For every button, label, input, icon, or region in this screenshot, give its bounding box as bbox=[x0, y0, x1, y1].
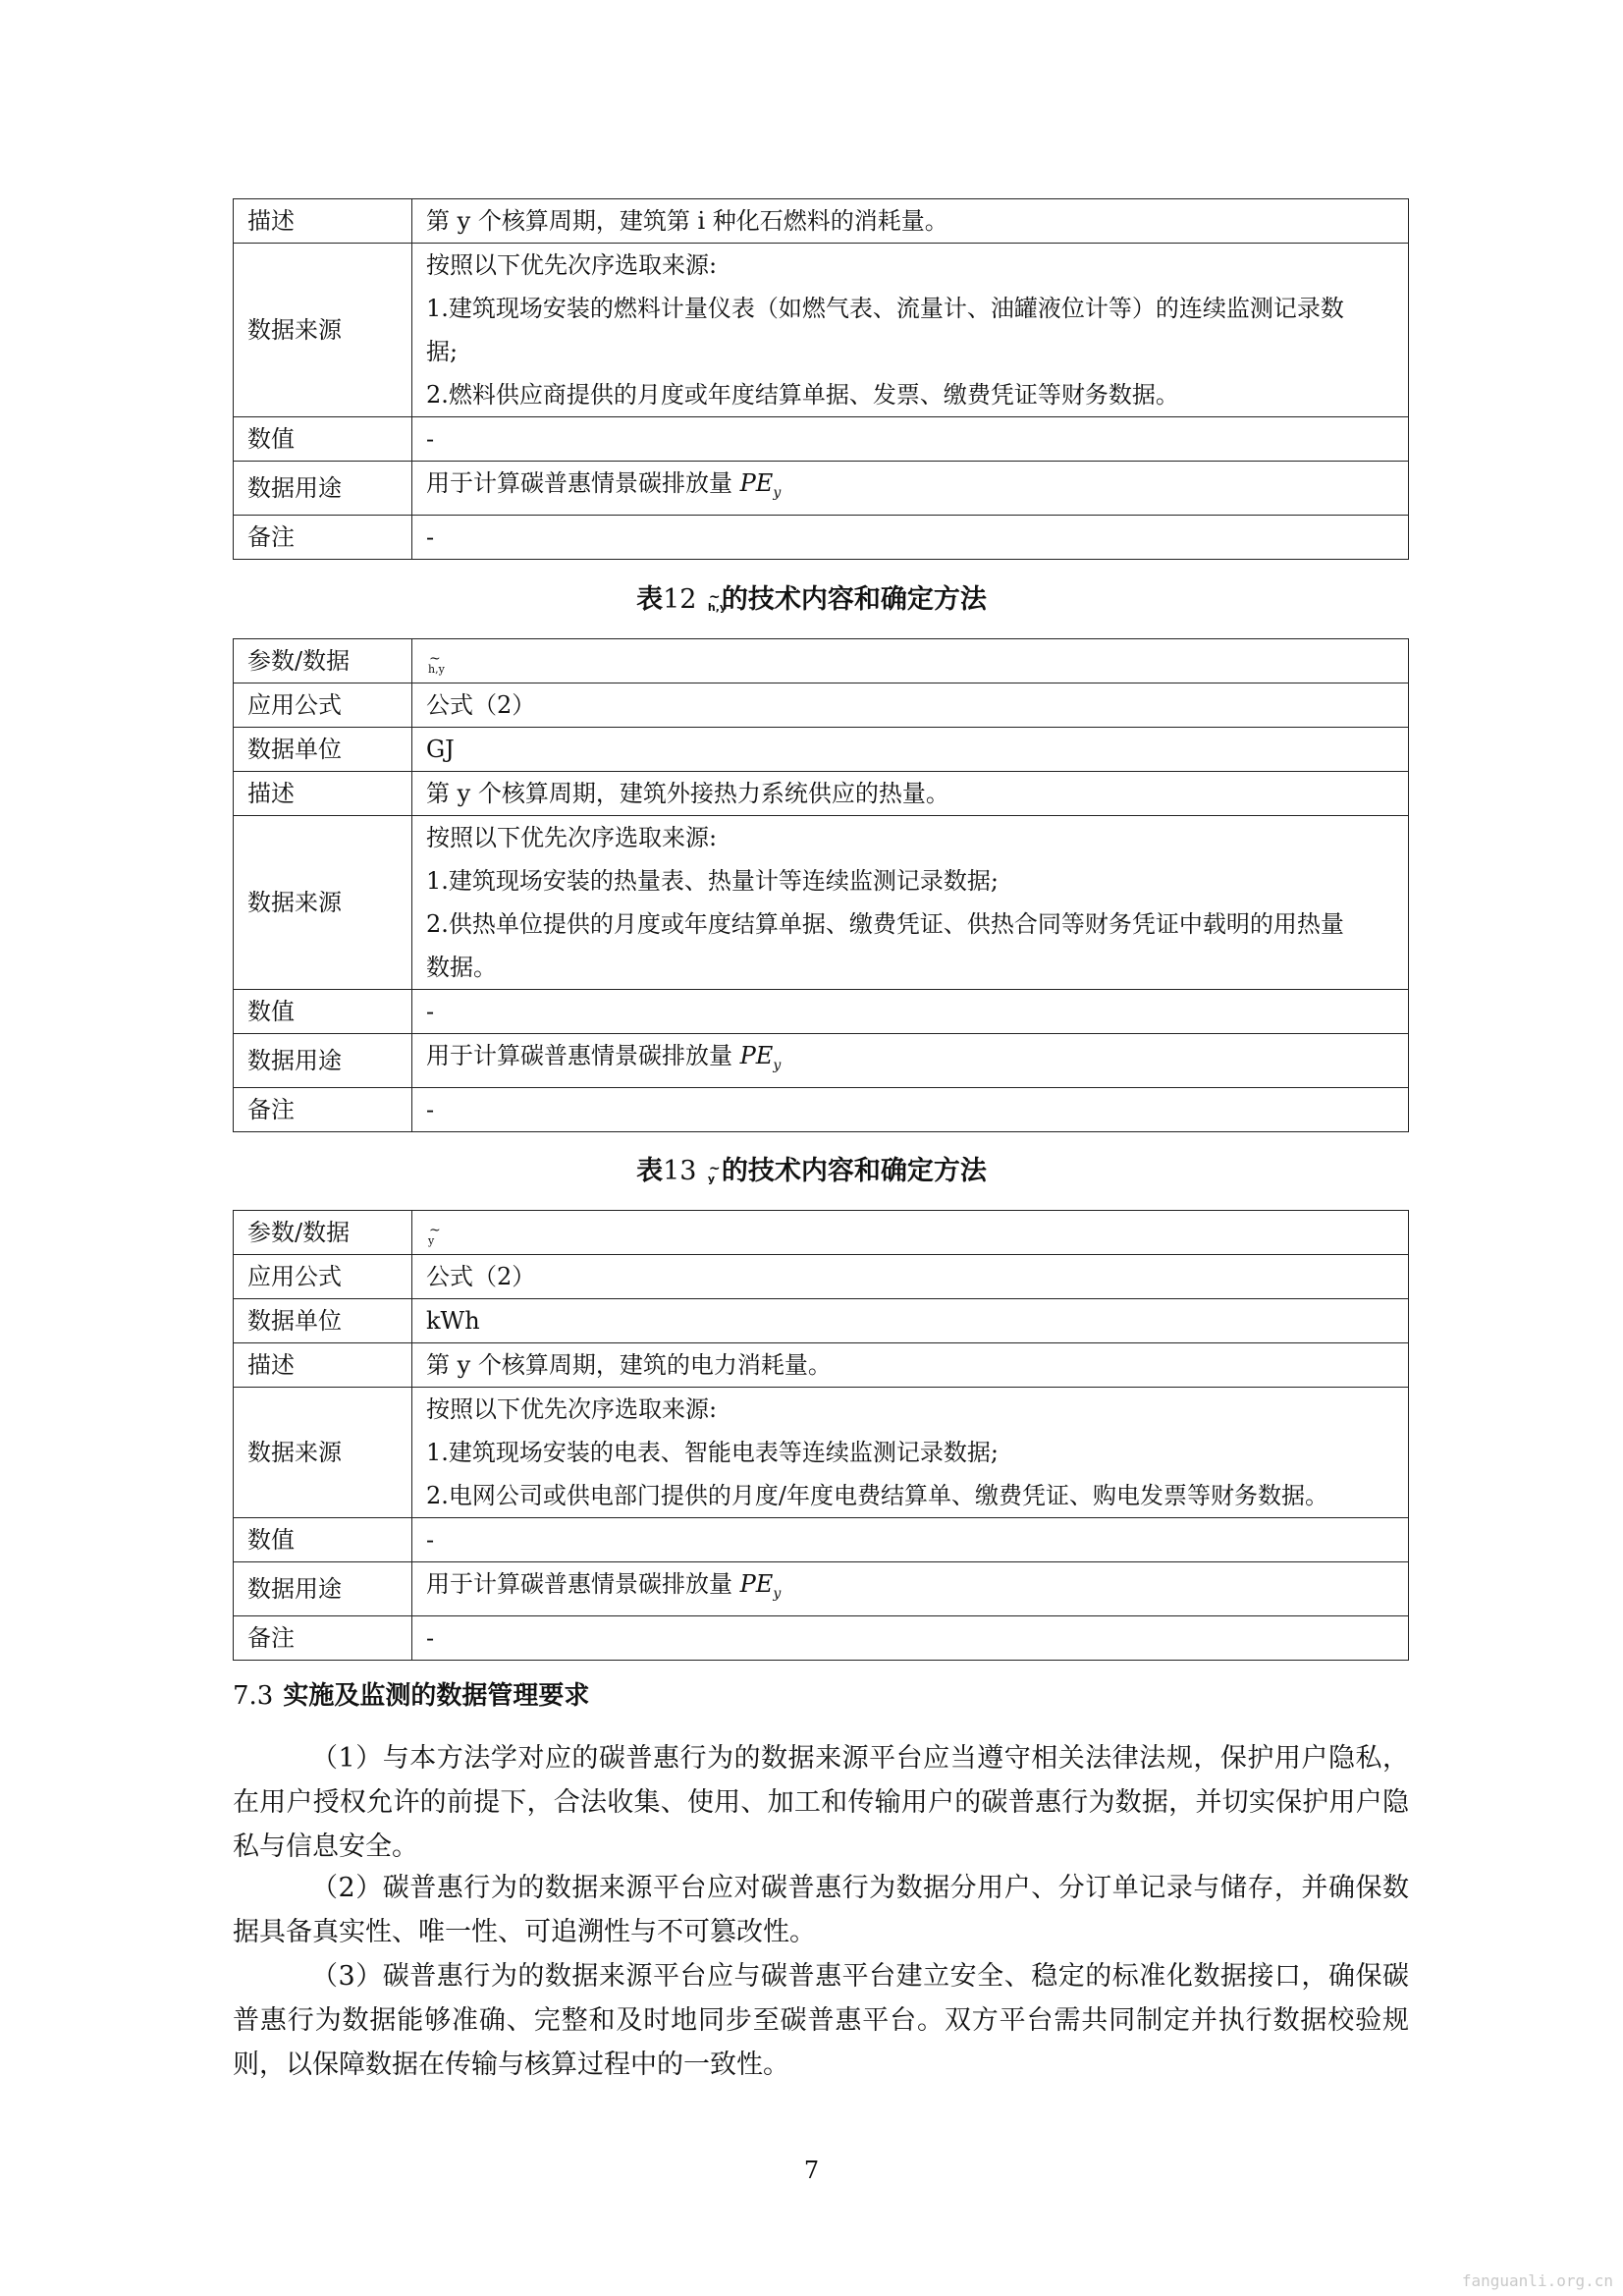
table-row bbox=[234, 1034, 1409, 1088]
paragraph-2: （2）碳普惠行为的数据来源平台应对碳普惠行为数据分用户、分订单记录与储存，并确保数据具备真实性、唯一性、可追溯性与不可篡改性。 bbox=[233, 1873, 1409, 1947]
row-value bbox=[412, 639, 1409, 683]
usage-text: 用于计算碳普惠情景碳排放量 bbox=[426, 1570, 732, 1598]
row-value bbox=[412, 244, 1409, 417]
row-value bbox=[412, 1562, 1409, 1616]
row-value: 第 y 个核算周期，建筑的电力消耗量。 bbox=[412, 1343, 1409, 1388]
table-previous-continued bbox=[233, 198, 1409, 560]
row-key: 数据用途 bbox=[234, 1034, 412, 1088]
table-row bbox=[234, 1562, 1409, 1616]
table-13 bbox=[233, 1210, 1409, 1661]
row-key: 参数/数据 bbox=[234, 639, 412, 683]
row-value: 第 y 个核算周期，建筑第 i 种化石燃料的消耗量。 bbox=[412, 199, 1409, 244]
row-value: - bbox=[412, 515, 1409, 559]
table-row bbox=[234, 1255, 1409, 1299]
variable-pe: $PE_y$ bbox=[739, 1570, 782, 1602]
value-line: 据; bbox=[426, 338, 459, 365]
row-key: 描述 bbox=[234, 772, 412, 816]
table-row bbox=[234, 417, 1409, 462]
value-line: 1.建筑现场安装的电表、智能电表等连续监测记录数据; bbox=[426, 1439, 999, 1466]
row-key: 应用公式 bbox=[234, 683, 412, 728]
table-caption-12: 表12 ~ h,y 的技术内容和确定方法 bbox=[636, 584, 987, 615]
row-key: 数据单位 bbox=[234, 1299, 412, 1343]
value-line: 2.电网公司或供电部门提供的月度/年度电费结算单、缴费凭证、购电发票等财务数据。 bbox=[426, 1482, 1328, 1509]
table-row bbox=[234, 728, 1409, 772]
value-line: 1.建筑现场安装的燃料计量仪表（如燃气表、流量计、油罐液位计等）的连续监测记录数 bbox=[426, 295, 1344, 322]
row-key: 数值 bbox=[234, 417, 412, 462]
row-key: 数值 bbox=[234, 1518, 412, 1562]
value-line: 按照以下优先次序选取来源: bbox=[426, 1395, 718, 1423]
row-key: 数据用途 bbox=[234, 1562, 412, 1616]
row-key: 数值 bbox=[234, 990, 412, 1034]
row-key: 数据用途 bbox=[234, 462, 412, 516]
parameter-symbol: ~ y bbox=[707, 1160, 721, 1185]
table-row bbox=[234, 515, 1409, 559]
row-key: 数据来源 bbox=[234, 244, 412, 417]
table-row bbox=[234, 1615, 1409, 1660]
value-line: 2.供热单位提供的月度或年度结算单据、缴费凭证、供热合同等财务凭证中载明的用热量 bbox=[426, 910, 1344, 938]
section-heading: 7.3 实施及监测的数据管理要求 bbox=[233, 1681, 590, 1711]
row-key: 备注 bbox=[234, 1087, 412, 1131]
table-row bbox=[234, 1299, 1409, 1343]
row-key: 应用公式 bbox=[234, 1255, 412, 1299]
value-line: 1.建筑现场安装的热量表、热量计等连续监测记录数据; bbox=[426, 867, 999, 895]
row-key: 数据来源 bbox=[234, 1388, 412, 1518]
value-line: 2.燃料供应商提供的月度或年度结算单据、发票、缴费凭证等财务数据。 bbox=[426, 381, 1179, 409]
value-line: 按照以下优先次序选取来源: bbox=[426, 824, 718, 851]
row-value: 公式（2） bbox=[412, 683, 1409, 728]
table-row bbox=[234, 772, 1409, 816]
row-key: 备注 bbox=[234, 1615, 412, 1660]
table-row bbox=[234, 990, 1409, 1034]
row-value bbox=[412, 1388, 1409, 1518]
usage-text: 用于计算碳普惠情景碳排放量 bbox=[426, 469, 732, 497]
table-row bbox=[234, 1388, 1409, 1518]
value-line: 数据。 bbox=[426, 954, 497, 981]
row-value: - bbox=[412, 417, 1409, 462]
row-value bbox=[412, 1034, 1409, 1088]
row-value: - bbox=[412, 990, 1409, 1034]
row-value: - bbox=[412, 1087, 1409, 1131]
row-value: GJ bbox=[412, 728, 1409, 772]
row-value bbox=[412, 462, 1409, 516]
row-value: - bbox=[412, 1615, 1409, 1660]
variable-pe: $PE_y$ bbox=[739, 1042, 782, 1073]
row-key: 数据来源 bbox=[234, 816, 412, 990]
row-key: 备注 bbox=[234, 515, 412, 559]
table-row bbox=[234, 1343, 1409, 1388]
row-key: 描述 bbox=[234, 199, 412, 244]
table-row bbox=[234, 639, 1409, 683]
table-row bbox=[234, 1518, 1409, 1562]
row-value bbox=[412, 816, 1409, 990]
row-key: 描述 bbox=[234, 1343, 412, 1388]
paragraph-3: （3）碳普惠行为的数据来源平台应与碳普惠平台建立安全、稳定的标准化数据接口，确保碳普惠行为数据能够准确、完整和及时地同步至碳普惠平台。双方平台需共同制定并执行数据校验规则，以保障数据在传输与核算过程中的一致性。 bbox=[233, 1961, 1409, 2080]
table-row bbox=[234, 1087, 1409, 1131]
row-value: - bbox=[412, 1518, 1409, 1562]
table-row bbox=[234, 199, 1409, 244]
table-12 bbox=[233, 638, 1409, 1132]
watermark: fanguanli.org.cn bbox=[1461, 2271, 1613, 2290]
table-row bbox=[234, 683, 1409, 728]
parameter-symbol: ~ h,y bbox=[428, 650, 445, 676]
table-row bbox=[234, 244, 1409, 417]
row-value: 第 y 个核算周期，建筑外接热力系统供应的热量。 bbox=[412, 772, 1409, 816]
page-number: 7 bbox=[803, 2157, 820, 2184]
row-key: 参数/数据 bbox=[234, 1211, 412, 1255]
row-value bbox=[412, 1211, 1409, 1255]
value-line: 按照以下优先次序选取来源: bbox=[426, 251, 718, 279]
row-key: 数据单位 bbox=[234, 728, 412, 772]
parameter-symbol: ~ y bbox=[428, 1222, 441, 1247]
variable-pe: $PE_y$ bbox=[739, 469, 782, 501]
table-caption-13: 表13 ~ y 的技术内容和确定方法 bbox=[636, 1156, 987, 1186]
table-row bbox=[234, 1211, 1409, 1255]
parameter-symbol: ~ h,y bbox=[707, 588, 728, 614]
usage-text: 用于计算碳普惠情景碳排放量 bbox=[426, 1042, 732, 1069]
table-row bbox=[234, 816, 1409, 990]
row-value: 公式（2） bbox=[412, 1255, 1409, 1299]
paragraph-1: （1）与本方法学对应的碳普惠行为的数据来源平台应当遵守相关法律法规，保护用户隐私，在用户授权允许的前提下，合法收集、使用、加工和传输用户的碳普惠行为数据，并切实保护用户隐私与信息安全。 bbox=[233, 1743, 1409, 1862]
table-row bbox=[234, 462, 1409, 516]
row-value: kWh bbox=[412, 1299, 1409, 1343]
